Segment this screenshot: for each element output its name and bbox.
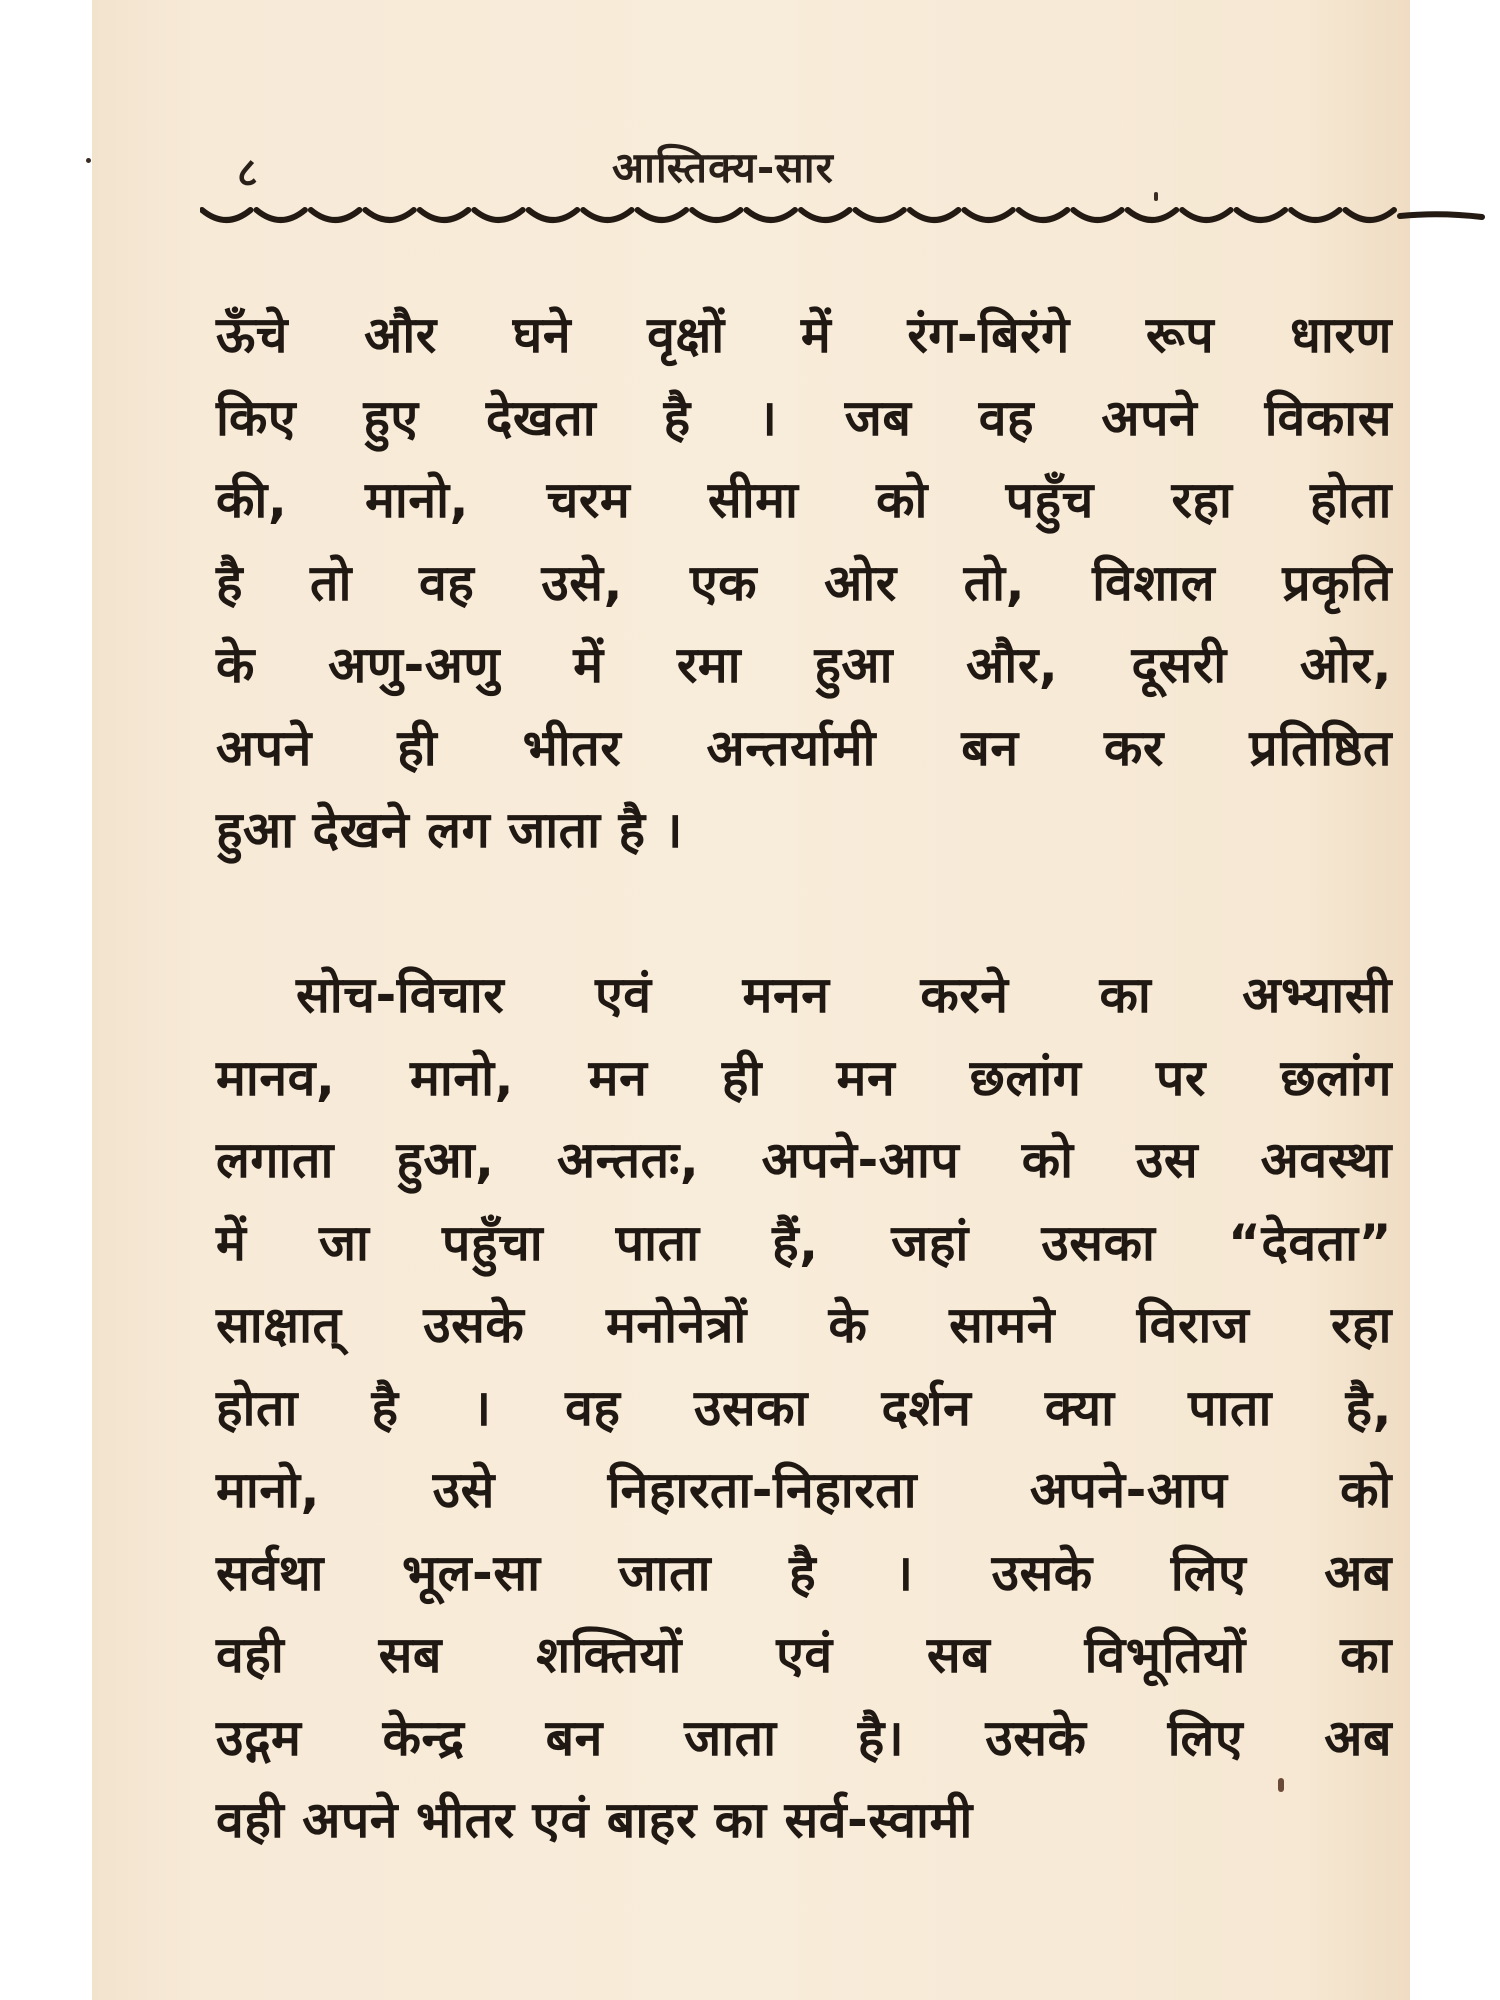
text-line: के अणु-अणु में रमा हुआ और, दूसरी ओर, [216,636,1392,694]
text-line: वही अपने भीतर एवं बाहर का सर्व-स्वामी [216,1791,973,1849]
text-line: ऊँचे और घने वृक्षों में रंग-बिरंगे रूप धारण [216,306,1392,364]
running-title: आस्तिक्य-सार [612,143,834,192]
text-line: किए हुए देखता है । जब वह अपने विकास [216,388,1392,447]
text-line: की, मानो, चरम सीमा को पहुँच रहा होता [216,471,1392,529]
text-line: है तो वह उसे, एक ओर तो, विशाल प्रकृति [216,553,1392,612]
text-line: होता है । वह उसका दर्शन क्या पाता है, [216,1378,1392,1437]
body-text [216,294,1392,1862]
text-line: मानव, मानो, मन ही मन छलांग पर छलांग [216,1048,1392,1107]
ink-speck [86,158,91,163]
text-line: सोच-विचार एवं मनन करने का अभ्यासी [296,966,1392,1024]
text-line: लगाता हुआ, अन्ततः, अपने-आप को उस अवस्था [216,1131,1392,1189]
text-line: अपने ही भीतर अन्तर्यामी बन कर प्रतिष्ठित [216,718,1392,777]
book-page [92,0,1410,2000]
scalloped-rule-ornament [200,204,1485,234]
text-line: सर्वथा भूल-सा जाता है । उसके लिए अब [216,1543,1392,1602]
text-line: मानो, उसे निहारता-निहारता अपने-आप को [216,1461,1392,1519]
text-line: उद्गम केन्द्र बन जाता है। उसके लिए अब [216,1708,1392,1767]
text-line: में जा पहुँचा पाता हैं, जहां उसका “देवता” [216,1213,1392,1272]
text-line: साक्षात् उसके मनोनेत्रों के सामने विराज रहा [216,1296,1392,1354]
page-number: ८ [237,150,258,196]
paragraph-gap [216,872,1392,955]
text-line: हुआ देखने लग जाता है । [216,801,683,859]
paragraph [216,294,1392,872]
text-line: वही सब शक्तियों एवं सब विभूतियों का [216,1626,1392,1684]
paragraph [216,954,1392,1862]
